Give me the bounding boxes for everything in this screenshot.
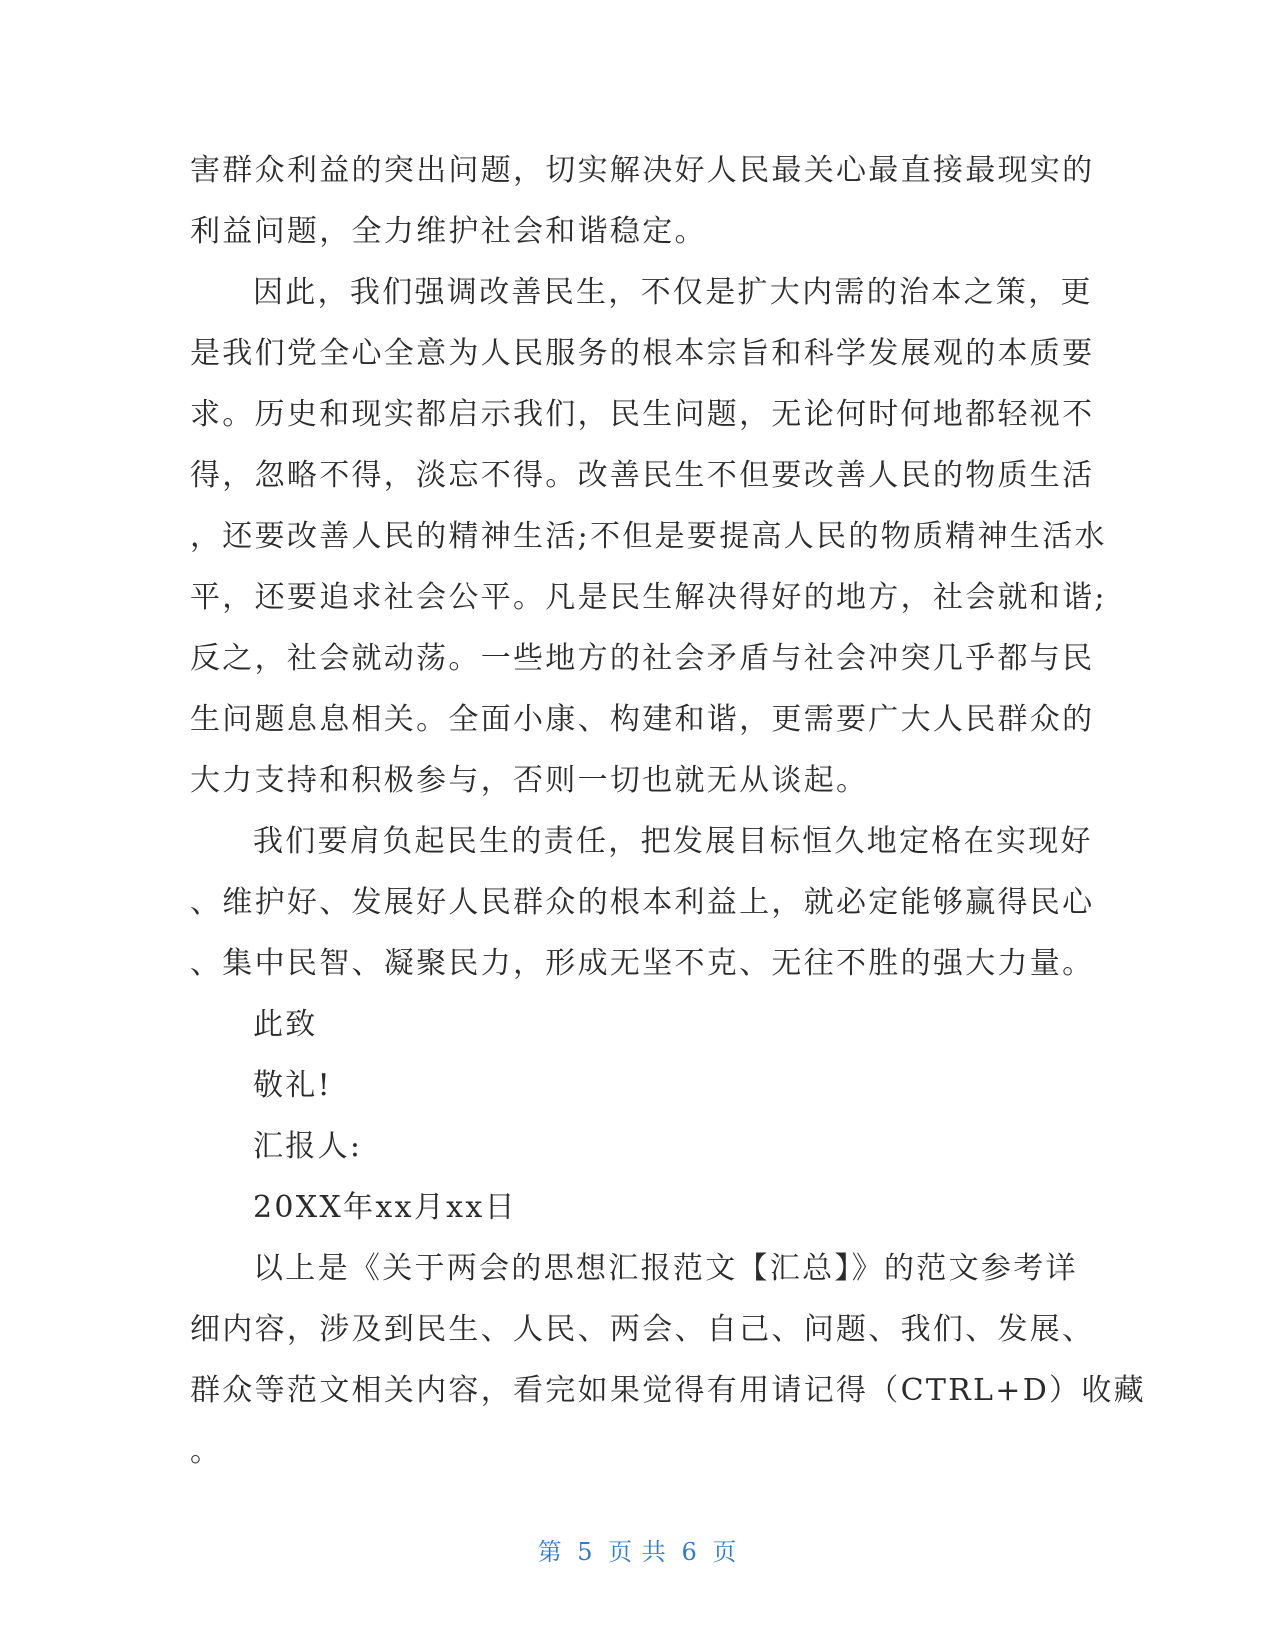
document-body: [190, 140, 1146, 1482]
reporter-label: 汇报人:: [253, 1129, 363, 1164]
paragraph-start-line: 我们要肩负起民生的责任，把发展目标恒久地定格在实现好: [253, 824, 1093, 859]
current-page-number: 5: [577, 1538, 594, 1566]
body-line: 害群众利益的突出问题，切实解决好人民最关心最直接最现实的: [190, 153, 1095, 188]
body-line: 利益问题，全力维护社会和谐稳定。: [190, 214, 707, 249]
body-line: 反之，社会就动荡。一些地方的社会矛盾与社会冲突几乎都与民: [190, 641, 1095, 676]
body-line: 细内容，涉及到民生、人民、两会、自己、问题、我们、发展、: [190, 1312, 1095, 1347]
body-line: 大力支持和积极参与，否则一切也就无从谈起。: [190, 763, 869, 798]
paragraph-start-line: 以上是《关于两会的思想汇报范文【汇总】》的范文参考详: [253, 1251, 1078, 1286]
body-line: 得，忽略不得，淡忘不得。改善民生不但要改善人民的物质生活: [190, 458, 1095, 493]
body-line: 、集中民智、凝聚民力，形成无坚不克、无往不胜的强大力量。: [190, 946, 1095, 981]
footer-middle: 页 共: [608, 1538, 667, 1566]
closing-salutation: 此致: [253, 1007, 318, 1042]
footer-prefix: 第: [537, 1538, 563, 1566]
body-line: 是我们党全心全意为人民服务的根本宗旨和科学发展观的本质要: [190, 336, 1095, 371]
body-line: 平，还要追求社会公平。凡是民生解决得好的地方，社会就和谐;: [190, 580, 1107, 615]
body-line: 、维护好、发展好人民群众的根本利益上，就必定能够赢得民心: [190, 885, 1095, 920]
body-line: 求。历史和现实都启示我们，民生问题，无论何时何地都轻视不: [190, 397, 1095, 432]
body-line: 群众等范文相关内容，看完如果觉得有用请记得（CTRL+D）收藏: [190, 1373, 1146, 1408]
body-line: ，还要改善人民的精神生活;不但是要提高人民的物质精神生活水: [190, 519, 1107, 554]
body-line: 生问题息息相关。全面小康、构建和谐，更需要广大人民群众的: [190, 702, 1095, 737]
closing-regards: 敬礼!: [253, 1068, 332, 1103]
footer-suffix: 页: [712, 1538, 738, 1566]
date-line: 20XX年xx月xx日: [253, 1190, 517, 1225]
body-line: 。: [190, 1434, 223, 1469]
total-pages-number: 6: [681, 1538, 698, 1566]
paragraph-start-line: 因此，我们强调改善民生，不仅是扩大内需的治本之策，更: [253, 275, 1093, 310]
page-number-footer: [0, 1532, 1275, 1567]
